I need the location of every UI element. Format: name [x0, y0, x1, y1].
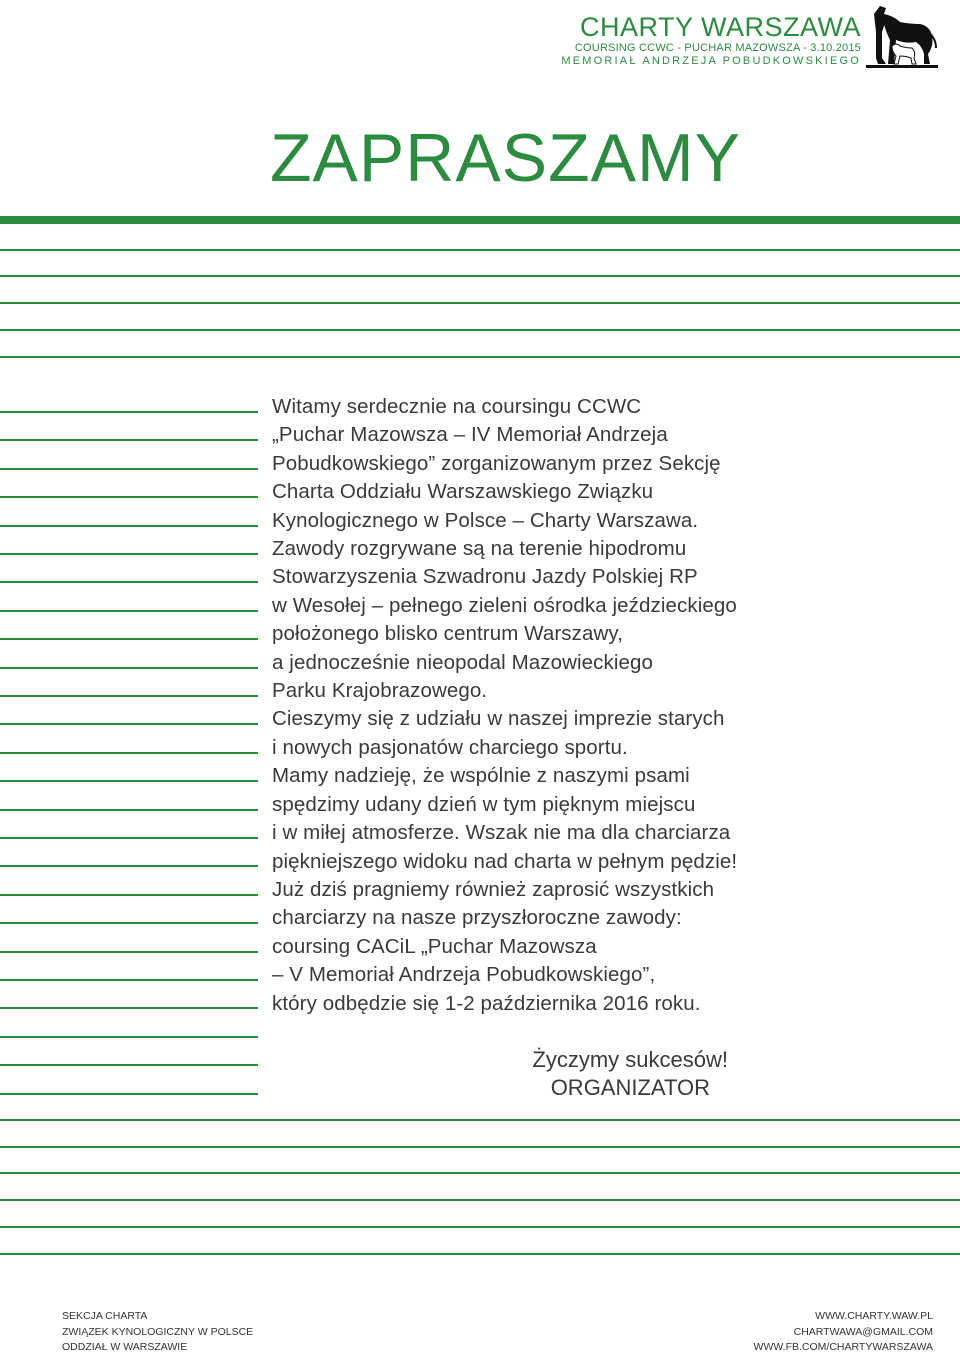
short-ruled-line	[0, 610, 258, 612]
short-ruled-line	[0, 809, 258, 811]
ruled-line	[0, 1226, 960, 1228]
footer-org-line: ODDZIAŁ W WARSZAWIE	[62, 1341, 188, 1353]
ruled-line	[0, 1119, 960, 1121]
body-line: w Wesołej – pełnego zieleni ośrodka jeździeckiego	[272, 593, 737, 617]
body-line: charciarzy na nasze przyszłoroczne zawody:	[272, 906, 682, 930]
invitation-body	[272, 393, 812, 1018]
body-line: i w miłej atmosferze. Wszak nie ma dla charciarza	[272, 821, 731, 845]
short-ruled-line	[0, 667, 258, 669]
closing-wish: Życzymy sukcesów!	[532, 1047, 728, 1072]
body-line: piękniejszego widoku nad charta w pełnym pędzie!	[272, 849, 738, 873]
event-subtitle: COURSING CCWC - PUCHAR MAZOWSZA - 3.10.2015	[574, 42, 861, 54]
signature: ORGANIZATOR	[550, 1075, 710, 1100]
body-line: a jednocześnie nieopodal Mazowieckiego	[272, 650, 654, 674]
short-ruled-line	[0, 723, 258, 725]
ruled-line	[0, 275, 960, 277]
short-ruled-line	[0, 780, 258, 782]
body-line: i nowych pasjonatów charciego sportu.	[272, 735, 628, 759]
ruled-line	[0, 329, 960, 331]
body-line: Już dziś pragniemy również zaprosić wszystkich	[272, 877, 715, 901]
short-ruled-line	[0, 951, 258, 953]
ruled-line	[0, 356, 960, 358]
short-ruled-line	[0, 837, 258, 839]
body-line: „Puchar Mazowsza – IV Memoriał Andrzeja	[272, 423, 668, 447]
short-ruled-line	[0, 1064, 258, 1066]
short-ruled-line	[0, 865, 258, 867]
ruled-line	[0, 302, 960, 304]
short-ruled-line	[0, 752, 258, 754]
footer-organization	[62, 1309, 253, 1356]
body-line: coursing CACiL „Puchar Mazowsza	[272, 934, 597, 958]
short-ruled-line	[0, 1036, 258, 1038]
ruled-line	[0, 249, 960, 251]
memorial-subtitle: MEMORIAŁ ANDRZEJA POBUDKOWSKIEGO	[561, 55, 861, 67]
footer-org-line: ZWIĄZEK KYNOLOGICZNY W POLSCE	[62, 1325, 254, 1338]
body-line: który odbędzie się 1-2 października 2016 roku.	[272, 991, 701, 1015]
body-line: Pobudkowskiego” zorganizowanym przez Sekcję	[272, 451, 721, 475]
ruled-line	[0, 1172, 960, 1174]
facebook-link[interactable]: WWW.FB.COM/CHARTYWARSZAWA	[753, 1341, 933, 1353]
footer-org-line: SEKCJA CHARTA	[62, 1310, 148, 1322]
short-ruled-line	[0, 468, 258, 470]
ruled-line	[0, 1199, 960, 1201]
short-ruled-line	[0, 411, 258, 413]
greyhound-dogs-logo-icon	[866, 2, 938, 68]
footer-contacts	[754, 1309, 933, 1356]
body-line: spędzimy udany dzień w tym pięknym miejscu	[272, 792, 696, 816]
ruled-line	[0, 1253, 960, 1255]
body-line: – V Memoriał Andrzeja Pobudkowskiego”,	[272, 963, 656, 987]
short-ruled-line	[0, 695, 258, 697]
short-ruled-line	[0, 638, 258, 640]
body-line: Stowarzyszenia Szwadronu Jazdy Polskiej RP	[272, 565, 698, 589]
email-link[interactable]: CHARTWAWA@GMAIL.COM	[793, 1325, 933, 1338]
brand-title: CHARTY WARSZAWA	[579, 12, 861, 42]
short-ruled-line	[0, 496, 258, 498]
closing-block	[480, 1046, 728, 1102]
short-ruled-line	[0, 894, 258, 896]
body-line: Cieszymy się z udziału w naszej imprezie starych	[272, 707, 725, 731]
body-line: Charta Oddziału Warszawskiego Związku	[272, 480, 654, 504]
short-ruled-line	[0, 525, 258, 527]
short-ruled-line	[0, 1007, 258, 1009]
short-ruled-line	[0, 439, 258, 441]
body-line: Witamy serdecznie na coursingu CCWC	[272, 395, 642, 418]
body-line: Kynologicznego w Polsce – Charty Warszawa.	[272, 508, 699, 532]
heading-divider	[0, 216, 960, 224]
short-ruled-line	[0, 581, 258, 583]
body-line: Parku Krajobrazowego.	[272, 679, 488, 703]
short-ruled-line	[0, 553, 258, 555]
ruled-line	[0, 1146, 960, 1148]
short-ruled-line	[0, 979, 258, 981]
body-line: Zawody rozgrywane są na terenie hipodromu	[272, 537, 687, 561]
website-link[interactable]: WWW.CHARTY.WAW.PL	[815, 1310, 933, 1322]
page-title: ZAPRASZAMY	[270, 120, 741, 196]
short-ruled-line	[0, 1093, 258, 1095]
short-ruled-line	[0, 922, 258, 924]
body-line: położonego blisko centrum Warszawy,	[272, 622, 624, 646]
body-line: Mamy nadzieję, że wspólnie z naszymi psami	[272, 764, 690, 788]
